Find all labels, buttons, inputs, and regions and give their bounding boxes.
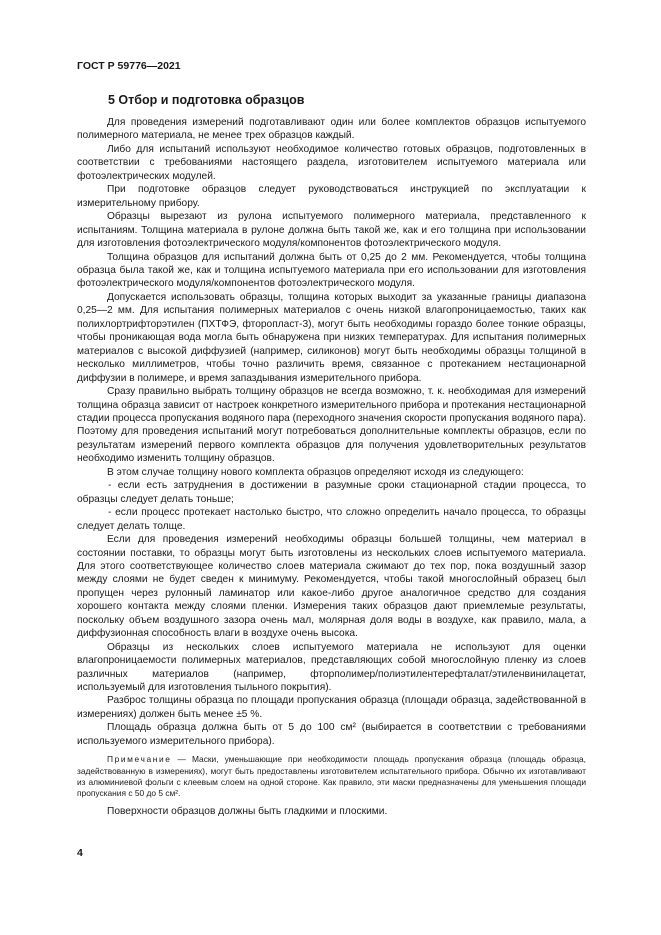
- paragraph: Поверхности образцов должны быть гладкими и плоскими.: [107, 806, 388, 818]
- paragraph: Площадь образца должна быть от 5 до 100 см² (выбирается в соответствии с требованиями используемого измерительного прибора).: [77, 722, 586, 747]
- note-label: Примечание: [107, 754, 172, 765]
- paragraph: Образцы из нескольких слоев испытуемого материала не используют для оценки влагопроницаемости полимерных материалов, представляющих собой многослойную пленку из слоев различных материалов (например, фторполимер/полиэтилентерефталат/этиленвинилацетат, используемый для изготовления тыльного покрытия).: [77, 641, 586, 694]
- paragraph: В этом случае толщину нового комплекта образцов определяют исходя из следующего:: [107, 466, 524, 478]
- paragraph: Либо для испытаний используют необходимое количество готовых образцов, подготовленных в соответствии с требованиями настоящего раздела, изготовителем испытуемого материала или фотоэлектрических модулей.: [77, 143, 586, 182]
- list-item: - если процесс протекает настолько быстро, что сложно определить начало процесса, то образцы следует делать толще.: [77, 507, 586, 532]
- document-header: ГОСТ Р 59776—2021: [77, 60, 181, 72]
- paragraph: Образцы вырезают из рулона испытуемого полимерного материала, представленного к испытаниям. Толщина материала в рулоне должна быть такой же, как и его толщина при использовании для изготовления фотоэлектрического модуля/компонентов фотоэлектрического модуля.: [77, 211, 586, 250]
- note-text: — Маски, уменьшающие при необходимости площадь пропускания образца (площадь образца, задействованную в измерениях), могут быть предоставлены изготовителем испытательного прибора. Обычно их изготавливают из алюминиевой фольги с клеевым слоем на одной стороне. Как правило, эти маски предназначены для уменьшения площади пропускания с 50 до 5 см².: [77, 754, 586, 798]
- note: [77, 754, 586, 799]
- list-item: - если есть затруднения в достижении в разумные сроки стационарной стадии процесса, то образцы следует делать тоньше;: [77, 480, 586, 505]
- paragraph: Если для проведения измерений необходимы образцы большей толщины, чем материал в состоянии поставки, то образцы могут быть изготовлены из нескольких слоев испытуемого материала. Для этого соответствующее количество слоев материала сжимают до тех пор, пока воздушный зазор между слоями не будет сведен к минимуму. Рекомендуется, чтобы такой многослойный образец был пропущен через рулонный ламинатор или какое-либо другое аналогичное средство для создания хорошего контакта между слоями пленки. Измерения таких образцов дают приемлемые результаты, поскольку объем воздушного зазора очень мал, молярная доля воды в воздухе, как правило, мала, а диффузионная способность влаги в воздухе очень высока.: [77, 534, 586, 640]
- document-body: [77, 116, 586, 819]
- paragraph: Сразу правильно выбрать толщину образцов не всегда возможно, т. к. необходимая для измерений толщина образца зависит от настроек конкретного измерительного прибора и протекания нестационарной стадии процесса пропускания водяного пара (переходного значения скорости пропускания водяного пара). Поэтому для проведения испытаний могут потребоваться дополнительные комплекты образцов, если по результатам измерений первого комплекта образцов для получения удовлетворительных результатов необходимо изменить толщину образцов.: [77, 386, 586, 465]
- paragraph: При подготовке образцов следует руководствоваться инструкцией по эксплуатации к измерительному прибору.: [77, 184, 586, 209]
- page-number: 4: [77, 847, 83, 859]
- paragraph: Толщина образцов для испытаний должна быть от 0,25 до 2 мм. Рекомендуется, чтобы толщина образца была такой же, как и толщина испытуемого материала при его использовании для изготовления фотоэлектрического модуля/компонентов фотоэлектрического модуля.: [77, 251, 586, 290]
- paragraph: Для проведения измерений подготавливают один или более комплектов образцов испытуемого полимерного материала, не менее трех образцов каждый.: [77, 117, 586, 142]
- section-title: 5 Отбор и подготовка образцов: [108, 93, 305, 107]
- paragraph: Допускается использовать образцы, толщина которых выходит за указанные границы диапазона 0,25—2 мм. Для испытания полимерных материалов с очень низкой влагопроницаемостью, таких как полихлортрифторэтилен (ПХТФЭ, фторопласт-3), могут быть необходимы гораздо более тонкие образцы, чтобы проникающая вода могла быть обнаружена при низких температурах. Для испытания полимерных материалов с высокой диффузией (например, силиконов) могут быть необходимы образцы толщиной в несколько миллиметров, чтобы точно различить время, связанное с протеканием нестационарной диффузии в полимере, и время запаздывания измерительного прибора.: [77, 291, 586, 384]
- paragraph: Разброс толщины образца по площади пропускания образца (площади образца, задействованной в измерениях) должен быть менее ±5 %.: [77, 695, 586, 720]
